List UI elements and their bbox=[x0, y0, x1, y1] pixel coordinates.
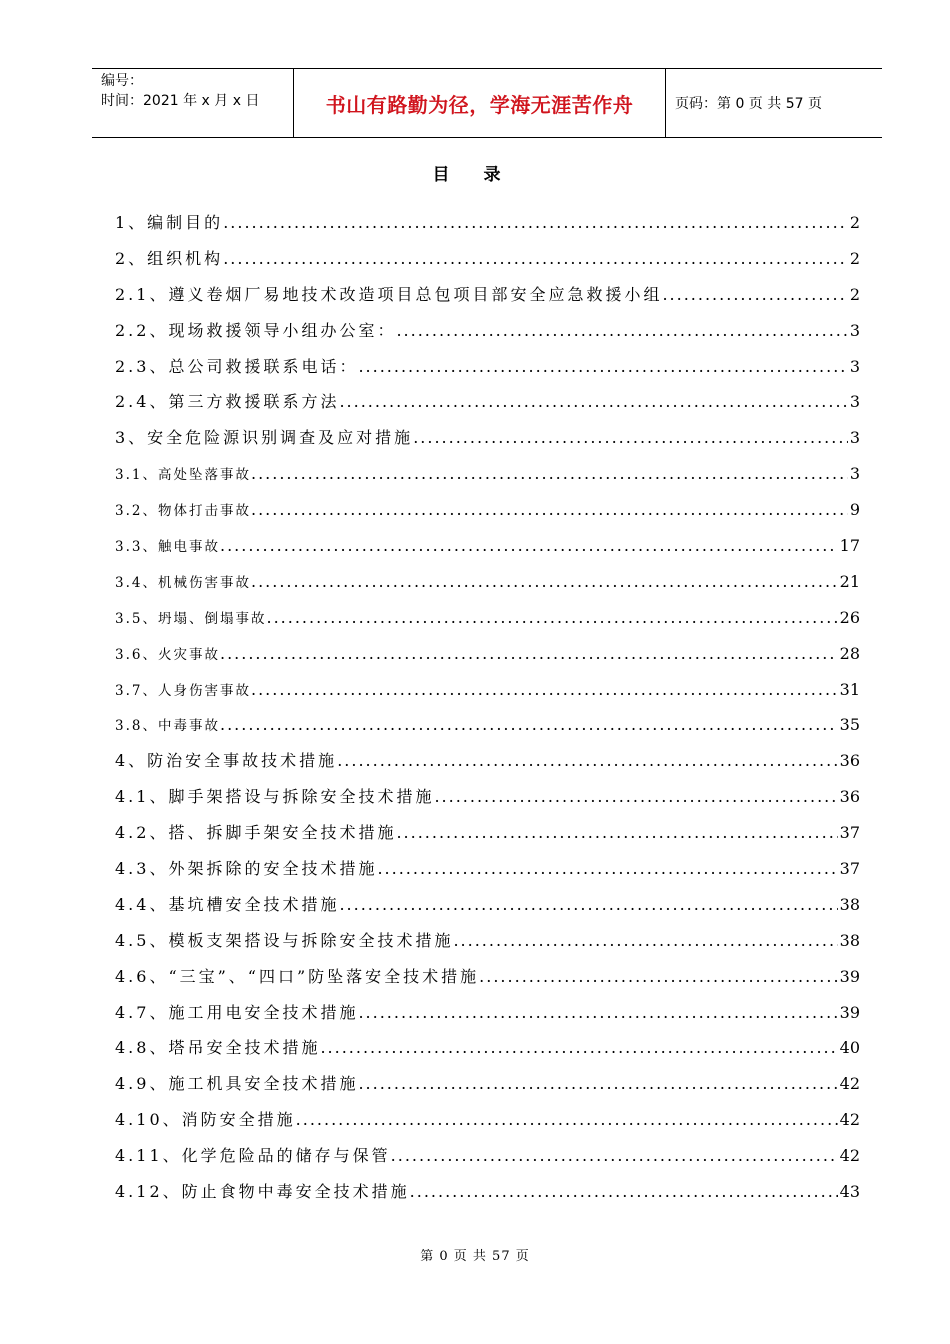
toc-leader-dots bbox=[220, 707, 838, 743]
toc-entry-title: 4.10、消防安全措施 bbox=[115, 1110, 296, 1130]
toc-entry-title: 3.2、物体打击事故 bbox=[115, 503, 251, 520]
toc-leader-dots bbox=[296, 1102, 838, 1138]
toc-entry-page: 42 bbox=[839, 1074, 860, 1094]
toc-entry[interactable] bbox=[115, 707, 860, 743]
toc-entry-title: 3.4、机械伤害事故 bbox=[115, 574, 251, 591]
toc-entry-page: 3 bbox=[849, 428, 860, 448]
toc-entry-title: 4.8、塔吊安全技术措施 bbox=[115, 1038, 321, 1058]
toc-entry[interactable] bbox=[115, 1102, 860, 1138]
toc-entry[interactable] bbox=[115, 779, 860, 815]
toc-entry-title: 2.1、遵义卷烟厂易地技术改造项目总包项目部安全应急救援小组 bbox=[115, 284, 663, 304]
toc-entry-page: 31 bbox=[839, 679, 860, 699]
document-header bbox=[92, 68, 882, 138]
toc-entry-page: 2 bbox=[849, 248, 860, 268]
toc-entry-page: 35 bbox=[839, 715, 860, 735]
document-time-label: 时间：2021 年 x 月 x 日 bbox=[101, 93, 260, 109]
toc-entry[interactable] bbox=[115, 923, 860, 959]
toc-entry-page: 21 bbox=[839, 571, 860, 591]
toc-title: 目录 bbox=[432, 165, 535, 185]
toc-entry[interactable] bbox=[115, 672, 860, 708]
toc-entry-page: 36 bbox=[839, 787, 860, 807]
toc-entry-title: 4、防治安全事故技术措施 bbox=[115, 751, 338, 771]
toc-entry-page: 2 bbox=[849, 284, 860, 304]
toc-leader-dots bbox=[358, 1066, 837, 1102]
header-motto-cell bbox=[293, 69, 666, 137]
toc-entry-page: 39 bbox=[839, 966, 860, 986]
toc-entry-title: 4.5、模板支架搭设与拆除安全技术措施 bbox=[115, 930, 454, 950]
toc-entry-title: 2.3、总公司救援联系电话： bbox=[115, 356, 359, 376]
toc-entry[interactable] bbox=[115, 743, 860, 779]
toc-leader-dots bbox=[339, 887, 837, 923]
toc-leader-dots bbox=[266, 600, 837, 636]
toc-leader-dots bbox=[223, 205, 848, 241]
toc-entry-title: 4.9、施工机具安全技术措施 bbox=[115, 1074, 359, 1094]
header-page-info: 页码：第 0 页 共 57 页 bbox=[675, 96, 822, 112]
toc-entry-page: 26 bbox=[839, 607, 860, 627]
toc-entry[interactable] bbox=[115, 851, 860, 887]
toc-leader-dots bbox=[358, 349, 847, 385]
toc-leader-dots bbox=[251, 456, 848, 492]
toc-entry-title: 4.4、基坑槽安全技术措施 bbox=[115, 894, 340, 914]
toc-entry-title: 3.1、高处坠落事故 bbox=[115, 467, 251, 484]
toc-leader-dots bbox=[413, 420, 848, 456]
header-meta bbox=[92, 69, 293, 137]
toc-entry[interactable] bbox=[115, 815, 860, 851]
toc-leader-dots bbox=[396, 815, 837, 851]
toc-entry-title: 4.11、化学危险品的储存与保管 bbox=[115, 1146, 391, 1166]
toc-entry-title: 3.8、中毒事故 bbox=[115, 718, 220, 735]
toc-leader-dots bbox=[453, 923, 837, 959]
toc-leader-dots bbox=[479, 959, 837, 995]
toc-entry-page: 28 bbox=[839, 643, 860, 663]
document-number-label: 编号： bbox=[101, 73, 143, 89]
toc-leader-dots bbox=[337, 743, 837, 779]
toc-entry-page: 40 bbox=[839, 1038, 860, 1058]
toc-leader-dots bbox=[391, 1138, 838, 1174]
toc-entry-title: 4.2、搭、拆脚手架安全技术措施 bbox=[115, 823, 397, 843]
toc-leader-dots bbox=[251, 564, 838, 600]
toc-leader-dots bbox=[339, 384, 847, 420]
toc-entry-title: 4.3、外架拆除的安全技术措施 bbox=[115, 859, 378, 879]
toc-entry-title: 2.2、现场救援领导小组办公室： bbox=[115, 320, 397, 340]
toc-leader-dots bbox=[251, 492, 848, 528]
toc-entry[interactable] bbox=[115, 1138, 860, 1174]
toc-entry-page: 9 bbox=[849, 500, 860, 520]
toc-leader-dots bbox=[434, 779, 837, 815]
header-motto: 书山有路勤为径，学海无涯苦作舟 bbox=[325, 92, 634, 117]
toc-entry[interactable] bbox=[115, 528, 860, 564]
toc-entry-title: 2、组织机构 bbox=[115, 248, 224, 268]
toc-entry-page: 17 bbox=[839, 536, 860, 556]
toc-entry[interactable] bbox=[115, 456, 860, 492]
toc-entry-page: 37 bbox=[839, 859, 860, 879]
toc-entry-title: 3.6、火灾事故 bbox=[115, 646, 220, 663]
toc-leader-dots bbox=[396, 313, 847, 349]
toc-entry-page: 3 bbox=[849, 320, 860, 340]
toc-entry[interactable] bbox=[115, 600, 860, 636]
toc-leader-dots bbox=[220, 528, 838, 564]
toc-leader-dots bbox=[358, 995, 837, 1031]
toc-entry[interactable] bbox=[115, 959, 860, 995]
toc-entry[interactable] bbox=[115, 887, 860, 923]
toc-entry[interactable] bbox=[115, 420, 860, 456]
toc-entry-page: 43 bbox=[839, 1182, 860, 1202]
toc-entry[interactable] bbox=[115, 384, 860, 420]
toc-entry-page: 3 bbox=[849, 464, 860, 484]
toc-entry[interactable] bbox=[115, 636, 860, 672]
toc-entry-page: 38 bbox=[839, 930, 860, 950]
toc-entry-title: 4.1、脚手架搭设与拆除安全技术措施 bbox=[115, 787, 435, 807]
toc-entry-title: 3.3、触电事故 bbox=[115, 539, 220, 556]
toc-entry[interactable] bbox=[115, 995, 860, 1031]
toc-entry-page: 39 bbox=[839, 1002, 860, 1022]
toc-leader-dots bbox=[220, 636, 838, 672]
toc-leader-dots bbox=[377, 851, 837, 887]
toc-entry-title: 3.5、坍塌、倒塌事故 bbox=[115, 610, 267, 627]
page-footer: 第 0 页 共 57 页 bbox=[420, 1249, 530, 1264]
toc-entry-page: 2 bbox=[849, 213, 860, 232]
toc-entry-title: 4.12、防止食物中毒安全技术措施 bbox=[115, 1182, 410, 1202]
toc-entry[interactable] bbox=[115, 277, 860, 313]
toc-entry-page: 36 bbox=[839, 751, 860, 771]
table-of-contents bbox=[115, 205, 860, 1210]
toc-leader-dots bbox=[320, 1030, 837, 1066]
toc-entry-page: 38 bbox=[839, 894, 860, 914]
toc-entry-page: 3 bbox=[849, 356, 860, 376]
toc-leader-dots bbox=[223, 241, 848, 277]
toc-entry-title: 4.6、“三宝”、“四口”防坠落安全技术措施 bbox=[115, 966, 480, 986]
toc-entry-page: 3 bbox=[849, 392, 860, 412]
toc-entry[interactable] bbox=[115, 1030, 860, 1066]
toc-entry[interactable] bbox=[115, 1174, 860, 1210]
toc-entry-page: 42 bbox=[839, 1146, 860, 1166]
toc-entry[interactable] bbox=[115, 1066, 860, 1102]
toc-leader-dots bbox=[662, 277, 847, 313]
toc-entry-title: 4.7、施工用电安全技术措施 bbox=[115, 1002, 359, 1022]
toc-entry-page: 37 bbox=[839, 823, 860, 843]
toc-entry[interactable] bbox=[115, 205, 860, 241]
toc-entry-title: 3、安全危险源识别调查及应对措施 bbox=[115, 428, 414, 448]
toc-entry-title: 1、编制目的 bbox=[115, 213, 224, 232]
toc-entry[interactable] bbox=[115, 492, 860, 528]
toc-leader-dots bbox=[410, 1174, 838, 1210]
toc-entry-title: 3.7、人身伤害事故 bbox=[115, 682, 251, 699]
toc-entry[interactable] bbox=[115, 241, 860, 277]
toc-entry[interactable] bbox=[115, 349, 860, 385]
toc-entry-page: 42 bbox=[839, 1110, 860, 1130]
toc-entry[interactable] bbox=[115, 564, 860, 600]
toc-entry-title: 2.4、第三方救援联系方法 bbox=[115, 392, 340, 412]
toc-leader-dots bbox=[251, 672, 838, 708]
toc-entry[interactable] bbox=[115, 313, 860, 349]
